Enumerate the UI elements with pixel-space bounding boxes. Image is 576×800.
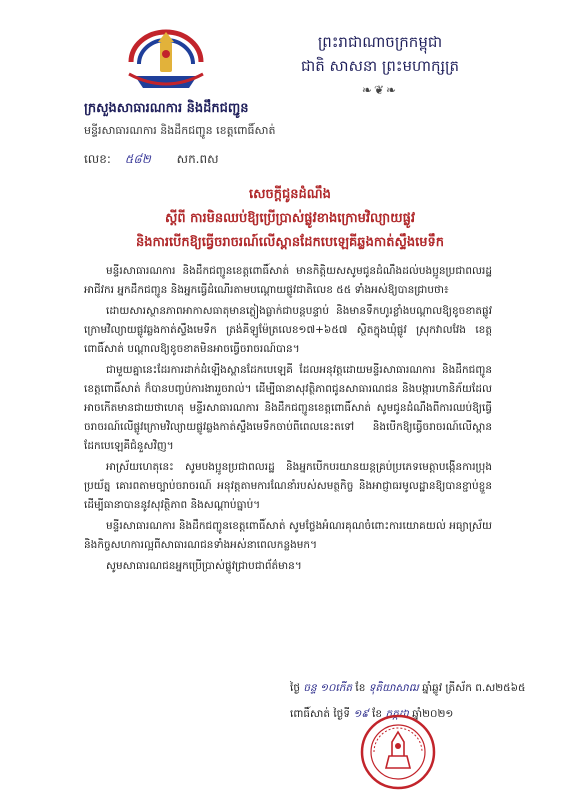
body-paragraph: ដោយសារស្ថានភាពអាកាសធាតុមានភ្លៀងធ្លាក់ជាបន្តបន្ទាប់ និងមានទឹកហូរខ្លាំងបណ្តាលឱ្យខូចខាតផ្លូវក្រោមវិល្យាយផ្លូវឆ្លងកាត់ស្ទឹងមេទឹក ត្រង់គីឡូម៉ែត្រលេខ១៧+៦៥៧ ស្ថិតក្នុងឃុំផ្លូវ ស្រុកវាលវែង ខេត្តពោធិ៍សាត់ បណ្តាលឱ្យខូចខាតមិនអាចធ្វើចរាចរណ៍បាន។: [84, 305, 492, 355]
lunar-day-handwritten: ចន្ទ ១០កើត: [303, 682, 353, 694]
official-seal-icon: [358, 712, 438, 792]
lunar-year: ឆ្នាំឆ្លូវ ត្រីស័ក ព.ស២៥៦៥: [422, 682, 526, 694]
title-line-3: និងការបើកឱ្យធ្វើចរាចរណ៍លើស្ពានដែកបេឡេគីឆ្លងកាត់ស្ទឹងមេទឹក: [136, 235, 444, 250]
notice-body: [84, 262, 492, 578]
title-line-1: សេចក្តីជូនដំណឹង: [249, 187, 331, 202]
kingdom-line: ព្រះរាជាណាចក្រកម្ពុជា: [317, 33, 443, 51]
body-paragraph: សូមសាធារណជនអ្នកប្រើប្រាស់ផ្លូវជ្រាបជាព័ត៌មាន។: [106, 560, 302, 572]
body-paragraph: មន្ទីរសាធារណការ និងដឹកជញ្ជូនខេត្តពោធិ៍សាត់ សូមថ្លែងអំណរគុណចំពោះការយោគយល់ អធ្យាស្រ័យ និងកិច្ចសហការល្អពីសាធារណជនទាំងអស់នាពេលកន្លងមក។: [84, 520, 492, 551]
department-name: មន្ទីរសាធារណការ និងដឹកជញ្ជូន ខេត្តពោធិ៍សាត់: [84, 124, 276, 137]
solar-year: ឆ្នាំ២០២១: [412, 708, 454, 720]
lunar-month-handwritten: ទុតិយាសាឍ: [368, 682, 419, 694]
solar-day-handwritten: ១៩: [353, 708, 369, 720]
lunar-month-label: ខែ: [355, 682, 366, 694]
body-paragraph: ជាមួយគ្នានេះដែរការដាក់ដំឡើងស្ពានដែកបេឡេគី ដែលអនុវត្តដោយមន្ទីរសាធារណការ និងដឹកជញ្ជូនខេត្តពោធិ៍សាត់ ក៏បានបញ្ចប់ការងាររួចរាល់។ ដើម្បីធានាសុវត្ថិភាពជូនសាធារណជន និងបង្ការហានិភ័យដែលអាចកើតមានជាយថាហេតុ មន្ទីរសាធារណការ និងដឹកជញ្ជូនខេត្តពោធិ៍សាត់ សូមជូនដំណឹងពីការឈប់ឱ្យធ្វើចរាចរណ៍លើផ្លូវក្រោមវិល្យាយផ្លូវឆ្លងកាត់ស្ទឹងមេទឹកចាប់ពីពេលនេះតទៅ និងបើកឱ្យធ្វើចរាចរណ៍លើស្ពានដែកបេឡេគីជំនួសវិញ។: [84, 364, 492, 452]
reference-suffix: សក.ពស: [176, 152, 219, 166]
title-line-2: ស្តីពី ការមិនឈប់ឱ្យប្រើប្រាស់ផ្លូវខាងក្រោមវិល្យាយផ្លូវ: [165, 211, 415, 226]
lunar-date: [290, 675, 540, 701]
ministry-logo: [125, 28, 207, 96]
solar-month-handwritten: កក្កដា: [385, 708, 409, 720]
reference-line: [84, 151, 219, 169]
ministry-name: ក្រសួងសាធារណការ និងដឹកជញ្ជូន: [84, 101, 249, 116]
header-ornament: ❧❦❧: [361, 83, 399, 97]
notice-title: [70, 183, 510, 255]
reference-label: លេខ:: [84, 152, 111, 166]
body-paragraph: អាស្រ័យហេតុនេះ សូមបងប្អូនប្រជាពលរដ្ឋ និងអ្នកបើកបរយានយន្តគ្រប់ប្រភេទមេត្តាបង្កើនការប្រុងប្រយ័ត្ន គោរពតាមច្បាប់ចរាចរណ៍ អនុវត្តតាមការណែនាំរបស់សមត្ថកិច្ច និងអាជ្ញាធរមូលដ្ឋានឱ្យបានខ្ជាប់ខ្ជួន ដើម្បីធានាបាននូវសុវត្ថិភាព និងសណ្តាប់ធ្នាប់។: [84, 461, 492, 511]
solar-prefix: ពោធិ៍សាត់ ថ្ងៃទី: [290, 708, 350, 720]
lunar-prefix: ថ្ងៃ: [290, 682, 300, 694]
motto-line: ជាតិ សាសនា ព្រះមហាក្សត្រ: [300, 57, 460, 75]
body-paragraph: មន្ទីរសាធារណការ និងដឹកជញ្ជូនខេត្តពោធិ៍សាត់ មានកិត្តិយសសូមជូនដំណឹងដល់បងប្អូនប្រជាពលរដ្ឋ អាជីវករ អ្នកដឹកជញ្ជូន និងអ្នកធ្វើដំណើរតាមបណ្តោយផ្លូវជាតិលេខ ៥៥ ទាំងអស់ឱ្យបានជ្រាបថា៖: [84, 265, 492, 296]
solar-month-label: ខែ: [372, 708, 383, 720]
kingdom-header: [220, 30, 540, 102]
reference-number: ៥៨២: [124, 152, 151, 166]
